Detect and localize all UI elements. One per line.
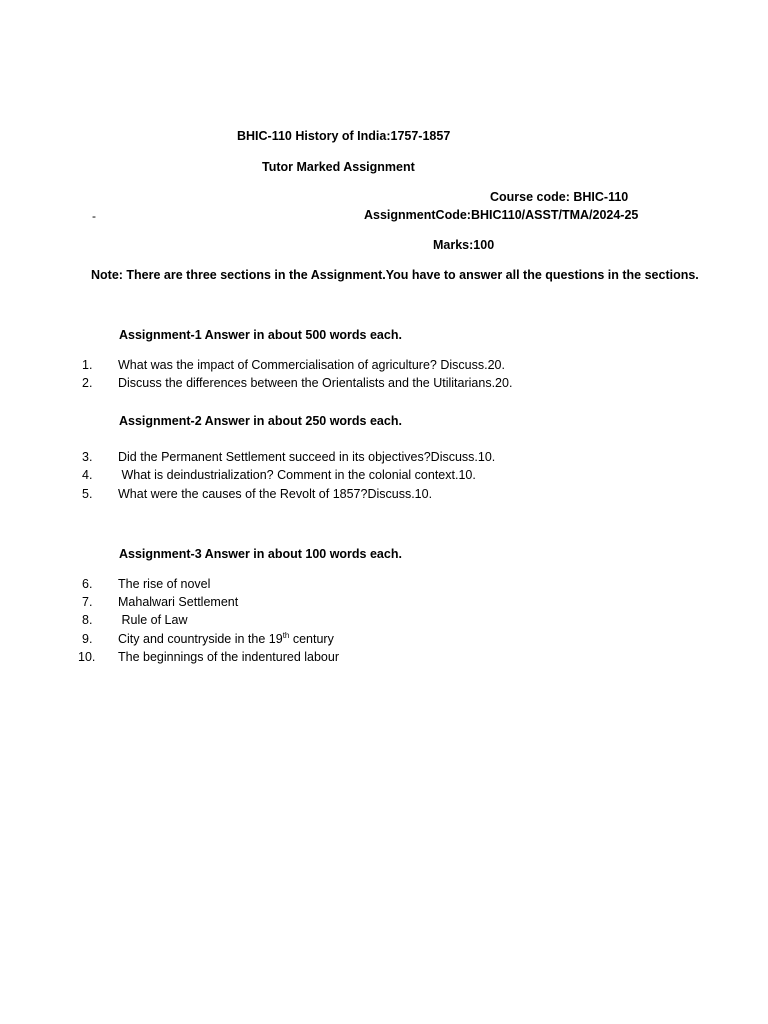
item-text: Rule of Law xyxy=(118,613,188,627)
section-heading-1: Assignment-1 Answer in about 500 words each. xyxy=(119,328,402,342)
item-text-after: century xyxy=(289,632,334,646)
item-text: What were the causes of the Revolt of 1857?Discuss.10. xyxy=(118,487,433,501)
document-title: BHIC-110 History of India:1757-1857 xyxy=(237,129,451,143)
section-heading-2: Assignment-2 Answer in about 250 words each. xyxy=(119,414,402,428)
item-text: The rise of novel xyxy=(118,577,211,591)
item-text: The beginnings of the indentured labour xyxy=(118,650,339,664)
dash-mark: - xyxy=(92,209,96,223)
list-item xyxy=(82,358,505,372)
item-text: Did the Permanent Settlement succeed in its objectives?Discuss.10. xyxy=(118,450,496,464)
list-item xyxy=(82,577,210,591)
item-text: What is deindustrialization? Comment in the colonial context.10. xyxy=(118,468,476,482)
item-number: 3. xyxy=(82,450,93,464)
list-item xyxy=(82,376,512,390)
item-number: 2. xyxy=(82,376,93,390)
list-item xyxy=(82,632,334,646)
item-number: 4. xyxy=(82,468,93,482)
item-number: 8. xyxy=(82,613,93,627)
assignment-code: AssignmentCode:BHIC110/ASST/TMA/2024-25 xyxy=(364,208,639,222)
section-heading-3: Assignment-3 Answer in about 100 words each. xyxy=(119,547,402,561)
list-item xyxy=(78,650,339,664)
item-number: 9. xyxy=(82,632,93,646)
course-code: Course code: BHIC-110 xyxy=(490,190,629,204)
item-number: 5. xyxy=(82,487,93,501)
item-text: What was the impact of Commercialisation of agriculture? Discuss.20. xyxy=(118,358,505,372)
item-superscript: th xyxy=(282,630,290,640)
document-subtitle: Tutor Marked Assignment xyxy=(262,160,415,174)
list-item xyxy=(82,450,495,464)
item-number: 6. xyxy=(82,577,93,591)
list-item xyxy=(82,613,187,627)
note-text: Note: There are three sections in the Assignment.You have to answer all the questions in the sections. xyxy=(91,268,699,282)
item-text: Mahalwari Settlement xyxy=(118,595,239,609)
list-item xyxy=(82,468,476,482)
item-number: 1. xyxy=(82,358,93,372)
item-number: 10. xyxy=(78,650,96,664)
marks: Marks:100 xyxy=(433,238,495,252)
list-item xyxy=(82,487,432,501)
item-text: Discuss the differences between the Orientalists and the Utilitarians.20. xyxy=(118,376,513,390)
item-number: 7. xyxy=(82,595,93,609)
item-text-before: City and countryside in the 19 xyxy=(118,632,283,646)
list-item xyxy=(82,595,238,609)
